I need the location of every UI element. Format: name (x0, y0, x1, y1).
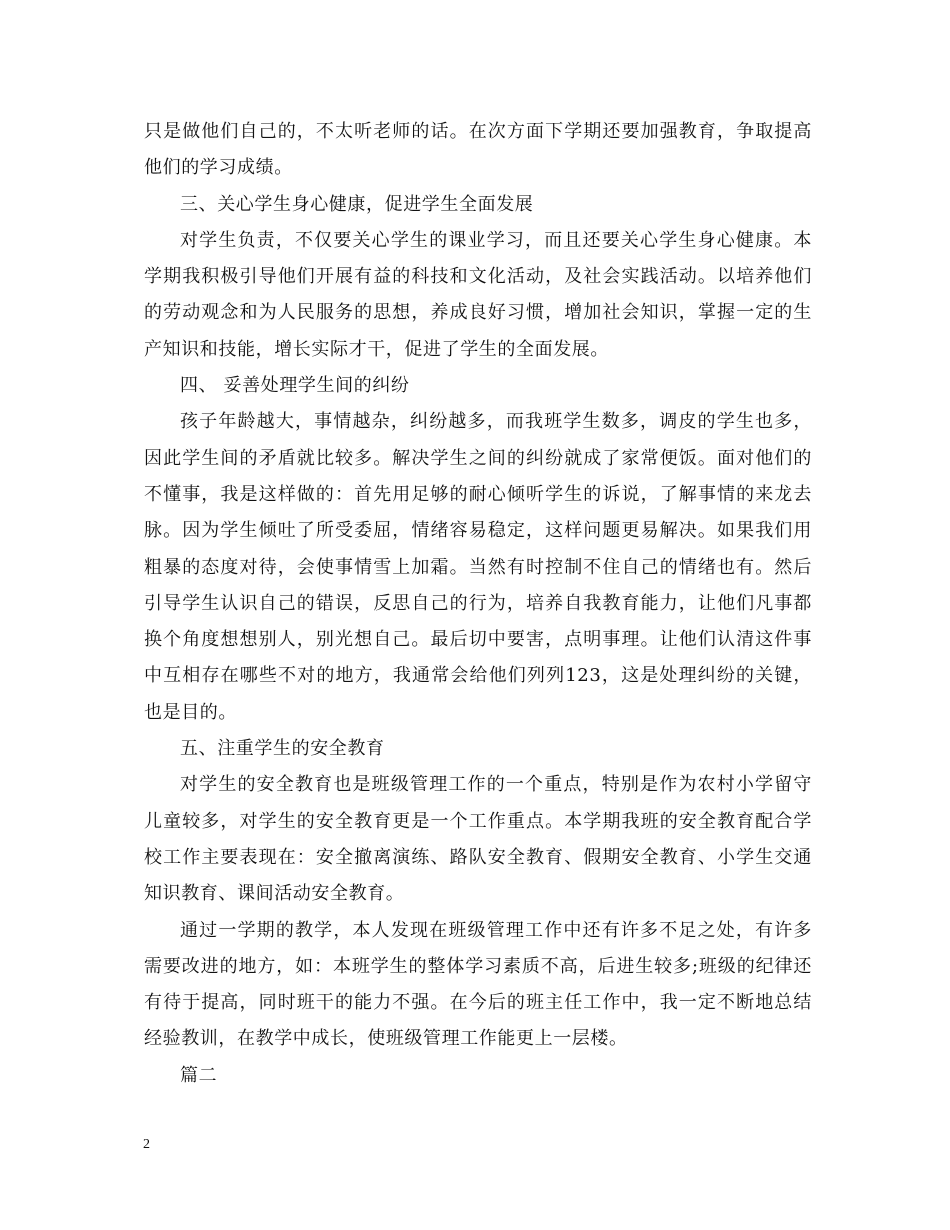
paragraph-disputes: 孩子年龄越大，事情越杂，纠纷越多，而我班学生数多，调皮的学生也多，因此学生间的矛盾就比较多。解决学生之间的纠纷就成了家常便饭。面对他们的不懂事，我是这样做的：首先用足够的耐心倾听学生的诉说，了解事情的来龙去脉。因为学生倾吐了所受委屈，情绪容易稳定，这样问题更易解决。如果我们用粗暴的态度对待，会使事情雪上加霜。当然有时控制不住自己的情绪也有。然后引导学生认识自己的错误，反思自己的行为，培养自我教育能力，让他们凡事都换个角度想想别人，别光想自己。最后切中要害，点明事理。让他们认清这件事中互相存在哪些不对的地方，我通常会给他们列列123，这是处理纠纷的关键，也是目的。 (144, 411, 812, 723)
paragraph-safety: 对学生的安全教育也是班级管理工作的一个重点，特别是作为农村小学留守儿童较多，对学生的安全教育更是一个工作重点。本学期我班的安全教育配合学校工作主要表现在：安全撤离演练、路队安全教育、假期安全教育、小学生交通知识教育、课间活动安全教育。 (144, 774, 812, 905)
body-text (144, 114, 812, 1094)
section-heading-3: 三、关心学生身心健康，促进学生全面发展 (180, 193, 534, 215)
section-heading-4: 四、 妥善处理学生间的纠纷 (180, 375, 410, 397)
paragraph-continuation: 只是做他们自己的，不太听老师的话。在次方面下学期还要加强教育，争取提高他们的学习成绩。 (144, 121, 812, 179)
section-heading-part-two: 篇二 (180, 1064, 218, 1086)
paragraph-summary: 通过一学期的教学，本人发现在班级管理工作中还有许多不足之处，有许多需要改进的地方，如：本班学生的整体学习素质不高，后进生较多;班级的纪律还有待于提高，同时班干的能力不强。在今后的班主任工作中，我一定不断地总结经验教训，在教学中成长，使班级管理工作能更上一层楼。 (144, 919, 812, 1050)
section-heading-5: 五、注重学生的安全教育 (180, 738, 385, 760)
page-number: 2 (143, 1137, 150, 1152)
paragraph-care-health: 对学生负责，不仅要关心学生的课业学习，而且还要关心学生身心健康。本学期我积极引导他们开展有益的科技和文化活动，及社会实践活动。以培养他们的劳动观念和为人民服务的思想，养成良好习惯，增加社会知识，掌握一定的生产知识和技能，增长实际才干，促进了学生的全面发展。 (144, 229, 812, 360)
